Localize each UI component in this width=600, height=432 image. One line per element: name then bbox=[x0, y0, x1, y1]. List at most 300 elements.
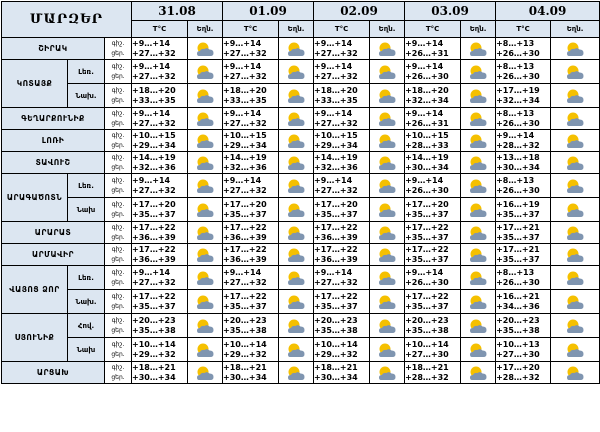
day-temp: +29…+34 bbox=[314, 140, 358, 150]
temperature-cell bbox=[314, 38, 370, 60]
partly-cloudy-icon bbox=[467, 88, 489, 104]
weather-cell bbox=[188, 60, 223, 84]
temperature-cell bbox=[314, 362, 370, 384]
time-labels bbox=[105, 266, 132, 290]
partly-cloudy-icon bbox=[564, 342, 586, 358]
partly-cloudy-icon bbox=[564, 41, 586, 57]
day-temp: +27…+32 bbox=[132, 185, 176, 195]
day-temp: +26…+30 bbox=[496, 185, 540, 195]
partly-cloudy-icon bbox=[194, 270, 216, 286]
sub-area-label: Լեռ. bbox=[68, 266, 105, 290]
night-temp: +17…+22 bbox=[223, 244, 267, 254]
night-temp: +8…+13 bbox=[496, 108, 535, 118]
partly-cloudy-icon bbox=[376, 365, 398, 381]
day-temp: +29…+34 bbox=[132, 140, 176, 150]
day-temp: +30…+34 bbox=[132, 372, 176, 382]
night-temp: +17…+20 bbox=[223, 199, 267, 209]
temp-column-header: T°C bbox=[405, 20, 461, 38]
night-temp: +17…+22 bbox=[405, 244, 449, 254]
weather-cell bbox=[461, 222, 496, 244]
day-temp: +30…+34 bbox=[496, 162, 540, 172]
weather-cell bbox=[188, 198, 223, 222]
temperature-cell bbox=[496, 152, 551, 174]
temperature-cell bbox=[223, 174, 279, 198]
partly-cloudy-icon bbox=[376, 178, 398, 194]
weather-cell bbox=[279, 338, 314, 362]
partly-cloudy-icon bbox=[564, 178, 586, 194]
partly-cloudy-icon bbox=[376, 64, 398, 80]
weather-cell bbox=[188, 130, 223, 152]
night-temp: +17…+22 bbox=[132, 222, 176, 232]
weather-column-header: Եղն. bbox=[370, 20, 405, 38]
table-row bbox=[2, 130, 600, 152]
temperature-cell bbox=[496, 314, 551, 338]
time-labels bbox=[105, 244, 132, 266]
temperature-cell bbox=[314, 108, 370, 130]
day-temp: +27…+32 bbox=[132, 71, 176, 81]
sub-area-label: Հով. bbox=[68, 314, 105, 338]
weather-cell bbox=[370, 130, 405, 152]
weather-cell bbox=[188, 174, 223, 198]
day-temp: +30…+34 bbox=[405, 162, 449, 172]
partly-cloudy-icon bbox=[564, 64, 586, 80]
night-label: գիշ. bbox=[111, 200, 125, 208]
night-temp: +17…+22 bbox=[314, 291, 358, 301]
temperature-cell bbox=[496, 244, 551, 266]
partly-cloudy-icon bbox=[285, 111, 307, 127]
weather-cell bbox=[188, 108, 223, 130]
night-temp: +17…+20 bbox=[496, 362, 540, 372]
temperature-cell bbox=[223, 38, 279, 60]
day-label: ցեր. bbox=[111, 72, 125, 80]
temperature-cell bbox=[314, 60, 370, 84]
temperature-cell bbox=[132, 362, 188, 384]
date-header: 03.09 bbox=[405, 2, 496, 21]
partly-cloudy-icon bbox=[564, 365, 586, 381]
partly-cloudy-icon bbox=[194, 318, 216, 334]
table-row bbox=[2, 266, 600, 290]
night-temp: +9…+14 bbox=[223, 267, 262, 277]
partly-cloudy-icon bbox=[376, 247, 398, 263]
temperature-cell bbox=[314, 174, 370, 198]
night-temp: +9…+14 bbox=[223, 38, 262, 48]
temperature-cell bbox=[496, 38, 551, 60]
time-labels bbox=[105, 362, 132, 384]
temperature-cell bbox=[223, 244, 279, 266]
day-temp: +26…+30 bbox=[496, 71, 540, 81]
temperature-cell bbox=[405, 130, 461, 152]
night-temp: +14…+19 bbox=[132, 152, 176, 162]
night-temp: +14…+19 bbox=[405, 152, 449, 162]
weather-cell bbox=[370, 244, 405, 266]
partly-cloudy-icon bbox=[285, 178, 307, 194]
day-temp: +29…+32 bbox=[132, 349, 176, 359]
night-temp: +17…+22 bbox=[223, 291, 267, 301]
weather-cell bbox=[461, 84, 496, 108]
partly-cloudy-icon bbox=[564, 247, 586, 263]
day-temp: +29…+32 bbox=[314, 349, 358, 359]
partly-cloudy-icon bbox=[376, 41, 398, 57]
night-temp: +9…+14 bbox=[132, 38, 171, 48]
partly-cloudy-icon bbox=[467, 294, 489, 310]
partly-cloudy-icon bbox=[285, 155, 307, 171]
night-temp: +17…+22 bbox=[314, 244, 358, 254]
partly-cloudy-icon bbox=[467, 111, 489, 127]
partly-cloudy-icon bbox=[467, 342, 489, 358]
weather-cell bbox=[279, 108, 314, 130]
table-row bbox=[2, 84, 600, 108]
temperature-cell bbox=[496, 130, 551, 152]
night-label: գիշ. bbox=[111, 153, 125, 161]
table-row bbox=[2, 60, 600, 84]
table-row bbox=[2, 174, 600, 198]
temperature-cell bbox=[496, 338, 551, 362]
night-temp: +14…+19 bbox=[223, 152, 267, 162]
partly-cloudy-icon bbox=[285, 64, 307, 80]
day-temp: +35…+37 bbox=[405, 209, 449, 219]
date-header: 04.09 bbox=[496, 2, 600, 21]
weather-cell bbox=[461, 338, 496, 362]
weather-cell bbox=[188, 290, 223, 314]
time-labels bbox=[105, 38, 132, 60]
weather-cell bbox=[461, 198, 496, 222]
temperature-cell bbox=[223, 290, 279, 314]
day-label: ցեր. bbox=[111, 141, 125, 149]
partly-cloudy-icon bbox=[564, 133, 586, 149]
partly-cloudy-icon bbox=[194, 365, 216, 381]
partly-cloudy-icon bbox=[285, 318, 307, 334]
weather-cell bbox=[279, 38, 314, 60]
weather-cell bbox=[188, 222, 223, 244]
day-temp: +27…+32 bbox=[314, 185, 358, 195]
temperature-cell bbox=[496, 84, 551, 108]
night-temp: +20…+23 bbox=[314, 315, 358, 325]
day-temp: +36…+39 bbox=[314, 232, 358, 242]
weather-cell bbox=[461, 314, 496, 338]
day-temp: +35…+37 bbox=[223, 301, 267, 311]
partly-cloudy-icon bbox=[285, 225, 307, 241]
temperature-cell bbox=[223, 130, 279, 152]
temperature-cell bbox=[132, 244, 188, 266]
day-temp: +27…+32 bbox=[314, 277, 358, 287]
weather-cell bbox=[461, 38, 496, 60]
temperature-cell bbox=[223, 198, 279, 222]
temperature-cell bbox=[405, 152, 461, 174]
day-temp: +27…+32 bbox=[132, 118, 176, 128]
night-label: գիշ. bbox=[111, 363, 125, 371]
weather-cell bbox=[279, 60, 314, 84]
weather-cell bbox=[370, 314, 405, 338]
day-temp: +26…+30 bbox=[496, 277, 540, 287]
temperature-cell bbox=[496, 60, 551, 84]
day-label: ցեր. bbox=[111, 210, 125, 218]
weather-column-header: Եղն. bbox=[551, 20, 600, 38]
weather-cell bbox=[279, 174, 314, 198]
night-temp: +17…+20 bbox=[132, 199, 176, 209]
day-temp: +32…+36 bbox=[223, 162, 267, 172]
weather-cell bbox=[461, 362, 496, 384]
day-temp: +35…+37 bbox=[132, 301, 176, 311]
night-temp: +9…+14 bbox=[314, 267, 353, 277]
temperature-cell bbox=[223, 266, 279, 290]
weather-cell bbox=[461, 174, 496, 198]
night-label: գիշ. bbox=[111, 245, 125, 253]
temperature-cell bbox=[405, 60, 461, 84]
temperature-cell bbox=[496, 362, 551, 384]
night-temp: +9…+14 bbox=[132, 267, 171, 277]
night-temp: +9…+14 bbox=[314, 175, 353, 185]
time-labels bbox=[105, 174, 132, 198]
night-label: գիշ. bbox=[111, 292, 125, 300]
night-temp: +9…+14 bbox=[223, 61, 262, 71]
day-temp: +35…+37 bbox=[314, 209, 358, 219]
time-labels bbox=[105, 314, 132, 338]
partly-cloudy-icon bbox=[564, 318, 586, 334]
table-row bbox=[2, 244, 600, 266]
day-temp: +27…+32 bbox=[223, 185, 267, 195]
table-row bbox=[2, 338, 600, 362]
day-temp: +35…+37 bbox=[496, 209, 540, 219]
weather-cell bbox=[370, 84, 405, 108]
temperature-cell bbox=[132, 38, 188, 60]
day-temp: +27…+32 bbox=[223, 48, 267, 58]
weather-cell bbox=[188, 314, 223, 338]
night-temp: +17…+20 bbox=[314, 199, 358, 209]
weather-cell bbox=[370, 266, 405, 290]
region-name: ԱՐՄԱՎԻՐ bbox=[2, 244, 105, 266]
temperature-cell bbox=[132, 314, 188, 338]
night-temp: +10…+14 bbox=[405, 339, 449, 349]
day-temp: +26…+30 bbox=[405, 277, 449, 287]
weather-cell bbox=[461, 152, 496, 174]
day-label: ցեր. bbox=[111, 373, 125, 381]
weather-cell bbox=[279, 266, 314, 290]
partly-cloudy-icon bbox=[564, 88, 586, 104]
sub-area-label: Նախ. bbox=[68, 290, 105, 314]
partly-cloudy-icon bbox=[194, 178, 216, 194]
day-temp: +33…+35 bbox=[132, 95, 176, 105]
temperature-cell bbox=[132, 108, 188, 130]
night-temp: +9…+14 bbox=[314, 108, 353, 118]
temperature-cell bbox=[132, 290, 188, 314]
weather-cell bbox=[551, 108, 600, 130]
weather-cell bbox=[551, 338, 600, 362]
night-temp: +13…+18 bbox=[496, 152, 540, 162]
day-label: ցեր. bbox=[111, 96, 125, 104]
temperature-cell bbox=[223, 338, 279, 362]
partly-cloudy-icon bbox=[194, 294, 216, 310]
partly-cloudy-icon bbox=[376, 133, 398, 149]
day-temp: +36…+39 bbox=[132, 254, 176, 264]
weather-cell bbox=[551, 222, 600, 244]
day-temp: +27…+32 bbox=[223, 71, 267, 81]
partly-cloudy-icon bbox=[376, 155, 398, 171]
night-label: գիշ. bbox=[111, 131, 125, 139]
temperature-cell bbox=[223, 108, 279, 130]
day-temp: +27…+32 bbox=[314, 71, 358, 81]
temperature-cell bbox=[405, 174, 461, 198]
weather-cell bbox=[370, 290, 405, 314]
date-header: 31.08 bbox=[132, 2, 223, 21]
temperature-cell bbox=[496, 290, 551, 314]
weather-cell bbox=[188, 38, 223, 60]
night-temp: +9…+14 bbox=[405, 38, 444, 48]
weather-cell bbox=[370, 362, 405, 384]
weather-cell bbox=[461, 244, 496, 266]
day-temp: +35…+37 bbox=[405, 301, 449, 311]
day-temp: +26…+30 bbox=[405, 185, 449, 195]
table-row bbox=[2, 222, 600, 244]
weather-cell bbox=[188, 84, 223, 108]
time-labels bbox=[105, 108, 132, 130]
weather-cell bbox=[188, 244, 223, 266]
night-temp: +18…+21 bbox=[405, 362, 449, 372]
night-temp: +17…+22 bbox=[314, 222, 358, 232]
partly-cloudy-icon bbox=[467, 64, 489, 80]
weather-cell bbox=[279, 152, 314, 174]
day-temp: +26…+30 bbox=[496, 48, 540, 58]
table-row bbox=[2, 290, 600, 314]
night-temp: +17…+22 bbox=[405, 291, 449, 301]
weather-column-header: Եղն. bbox=[461, 20, 496, 38]
night-temp: +9…+14 bbox=[405, 267, 444, 277]
weather-cell bbox=[279, 222, 314, 244]
day-temp: +35…+38 bbox=[314, 325, 358, 335]
day-temp: +35…+37 bbox=[496, 232, 540, 242]
temperature-cell bbox=[223, 362, 279, 384]
day-temp: +35…+37 bbox=[314, 301, 358, 311]
partly-cloudy-icon bbox=[194, 247, 216, 263]
partly-cloudy-icon bbox=[285, 247, 307, 263]
weather-cell bbox=[461, 266, 496, 290]
night-temp: +10…+15 bbox=[314, 130, 358, 140]
weather-cell bbox=[188, 362, 223, 384]
night-temp: +17…+22 bbox=[132, 291, 176, 301]
temperature-cell bbox=[132, 60, 188, 84]
temperature-cell bbox=[314, 290, 370, 314]
day-temp: +36…+39 bbox=[223, 232, 267, 242]
night-temp: +18…+21 bbox=[314, 362, 358, 372]
time-labels bbox=[105, 130, 132, 152]
partly-cloudy-icon bbox=[467, 202, 489, 218]
night-temp: +10…+14 bbox=[132, 339, 176, 349]
temperature-cell bbox=[314, 152, 370, 174]
weather-cell bbox=[551, 314, 600, 338]
night-temp: +9…+14 bbox=[223, 108, 262, 118]
partly-cloudy-icon bbox=[564, 270, 586, 286]
temperature-cell bbox=[132, 84, 188, 108]
day-temp: +32…+36 bbox=[132, 162, 176, 172]
night-temp: +20…+23 bbox=[405, 315, 449, 325]
sub-area-label: Նախ. bbox=[68, 84, 105, 108]
region-name: ՏԱՎՈՒՇ bbox=[2, 152, 105, 174]
weather-cell bbox=[370, 60, 405, 84]
weather-cell bbox=[188, 338, 223, 362]
night-temp: +10…+15 bbox=[223, 130, 267, 140]
weather-cell bbox=[551, 152, 600, 174]
temperature-cell bbox=[223, 60, 279, 84]
sub-area-label: Լեռ. bbox=[68, 174, 105, 198]
temperature-cell bbox=[496, 108, 551, 130]
day-label: ցեր. bbox=[111, 163, 125, 171]
temp-column-header: T°C bbox=[496, 20, 551, 38]
weather-cell bbox=[551, 174, 600, 198]
temperature-cell bbox=[405, 198, 461, 222]
day-label: ցեր. bbox=[111, 49, 125, 57]
time-labels bbox=[105, 222, 132, 244]
partly-cloudy-icon bbox=[194, 225, 216, 241]
night-label: գիշ. bbox=[111, 39, 125, 47]
weather-cell bbox=[370, 38, 405, 60]
weather-cell bbox=[370, 108, 405, 130]
temperature-cell bbox=[314, 198, 370, 222]
partly-cloudy-icon bbox=[285, 342, 307, 358]
time-labels bbox=[105, 338, 132, 362]
temperature-cell bbox=[132, 266, 188, 290]
temperature-cell bbox=[132, 130, 188, 152]
partly-cloudy-icon bbox=[285, 294, 307, 310]
temperature-cell bbox=[405, 266, 461, 290]
partly-cloudy-icon bbox=[194, 88, 216, 104]
temperature-cell bbox=[314, 222, 370, 244]
weather-cell bbox=[370, 198, 405, 222]
day-temp: +33…+35 bbox=[314, 95, 358, 105]
temperature-cell bbox=[314, 84, 370, 108]
night-temp: +20…+23 bbox=[223, 315, 267, 325]
day-label: ցեր. bbox=[111, 326, 125, 334]
night-temp: +17…+22 bbox=[405, 222, 449, 232]
temp-column-header: T°C bbox=[223, 20, 279, 38]
weather-cell bbox=[370, 338, 405, 362]
night-temp: +9…+14 bbox=[496, 130, 535, 140]
day-label: ցեր. bbox=[111, 350, 125, 358]
day-label: ցեր. bbox=[111, 186, 125, 194]
temperature-cell bbox=[223, 314, 279, 338]
weather-cell bbox=[188, 152, 223, 174]
day-temp: +26…+30 bbox=[496, 118, 540, 128]
night-label: գիշ. bbox=[111, 340, 125, 348]
night-temp: +14…+19 bbox=[314, 152, 358, 162]
temperature-cell bbox=[405, 244, 461, 266]
weather-cell bbox=[551, 130, 600, 152]
night-temp: +18…+21 bbox=[223, 362, 267, 372]
partly-cloudy-icon bbox=[467, 318, 489, 334]
day-label: ցեր. bbox=[111, 302, 125, 310]
weather-cell bbox=[551, 266, 600, 290]
night-temp: +18…+20 bbox=[223, 85, 267, 95]
day-label: ցեր. bbox=[111, 255, 125, 263]
temperature-cell bbox=[405, 362, 461, 384]
day-temp: +26…+30 bbox=[405, 71, 449, 81]
forecast-body bbox=[2, 38, 600, 384]
temperature-cell bbox=[405, 338, 461, 362]
night-temp: +18…+20 bbox=[314, 85, 358, 95]
region-name: ԼՈՌԻ bbox=[2, 130, 105, 152]
partly-cloudy-icon bbox=[467, 41, 489, 57]
forecast-table bbox=[1, 1, 600, 384]
day-temp: +29…+32 bbox=[223, 349, 267, 359]
date-header: 02.09 bbox=[314, 2, 405, 21]
weather-cell bbox=[551, 84, 600, 108]
partly-cloudy-icon bbox=[376, 342, 398, 358]
partly-cloudy-icon bbox=[285, 270, 307, 286]
temperature-cell bbox=[314, 130, 370, 152]
region-name: ՎԱՅՈՑ ՁՈՐ bbox=[2, 266, 68, 314]
night-temp: +17…+20 bbox=[405, 199, 449, 209]
partly-cloudy-icon bbox=[467, 225, 489, 241]
weather-cell bbox=[551, 38, 600, 60]
table-row bbox=[2, 198, 600, 222]
